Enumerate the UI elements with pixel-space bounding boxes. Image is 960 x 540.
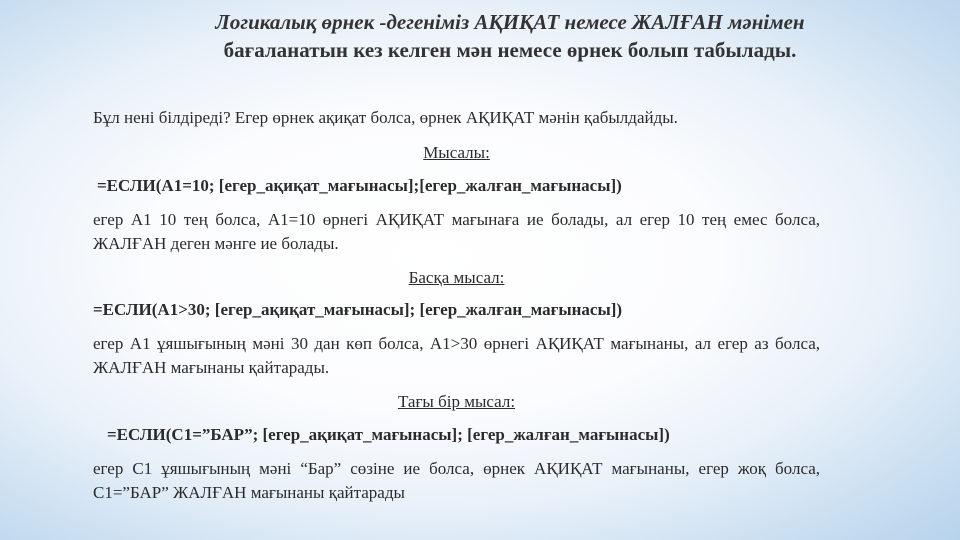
example-2-formula: =ЕСЛИ(А1>30; [егер_ақиқат_мағынасы]; [егер_жалған_мағынасы]): [93, 300, 623, 319]
slide-title: [150, 8, 870, 64]
intro-text: Бұл нені білдіреді? Егер өрнек ақиқат болса, өрнек АҚИҚАТ мәнін қабылдайды.: [93, 108, 678, 127]
example-2-description: егер А1 ұяшығының мәні 30 дан көп болса, А1>30 өрнегі АҚИҚАТ мағынаны, ал егер аз болса, ЖАЛҒАН мағынаны қайтарады.: [93, 334, 820, 377]
example-1-description: егер А1 10 тең болса, А1=10 өрнегі АҚИҚАТ мағынаға ие болады, ал егер 10 тең емес болса, ЖАЛҒАН деген мәнге ие болады.: [93, 210, 820, 253]
example-1-formula: =ЕСЛИ(А1=10; [егер_ақиқат_мағынасы];[егер_жалған_мағынасы]): [97, 176, 622, 195]
example-3-heading: Тағы бір мысал:: [397, 392, 516, 411]
title-line-2: бағаланатын кез келген мән немесе өрнек болып табылады.: [223, 38, 797, 62]
example-3-formula: =ЕСЛИ(С1=”БАР”; [егер_ақиқат_мағынасы]; [егер_жалған_мағынасы]): [107, 425, 670, 444]
example-3-description: егер С1 ұяшығының мәні “Бар” сөзіне ие болса, өрнек АҚИҚАТ мағынаны, егер жоқ болса, С1=”БАР” ЖАЛҒАН мағынаны қайтарады: [93, 459, 820, 502]
title-line-1: Логикалық өрнек -дегеніміз АҚИҚАТ немесе ЖАЛҒАН мәнімен: [215, 10, 805, 34]
example-1-heading: Мысалы:: [423, 143, 490, 162]
example-2-heading: Басқа мысал:: [408, 268, 505, 287]
slide-body: [93, 106, 820, 505]
